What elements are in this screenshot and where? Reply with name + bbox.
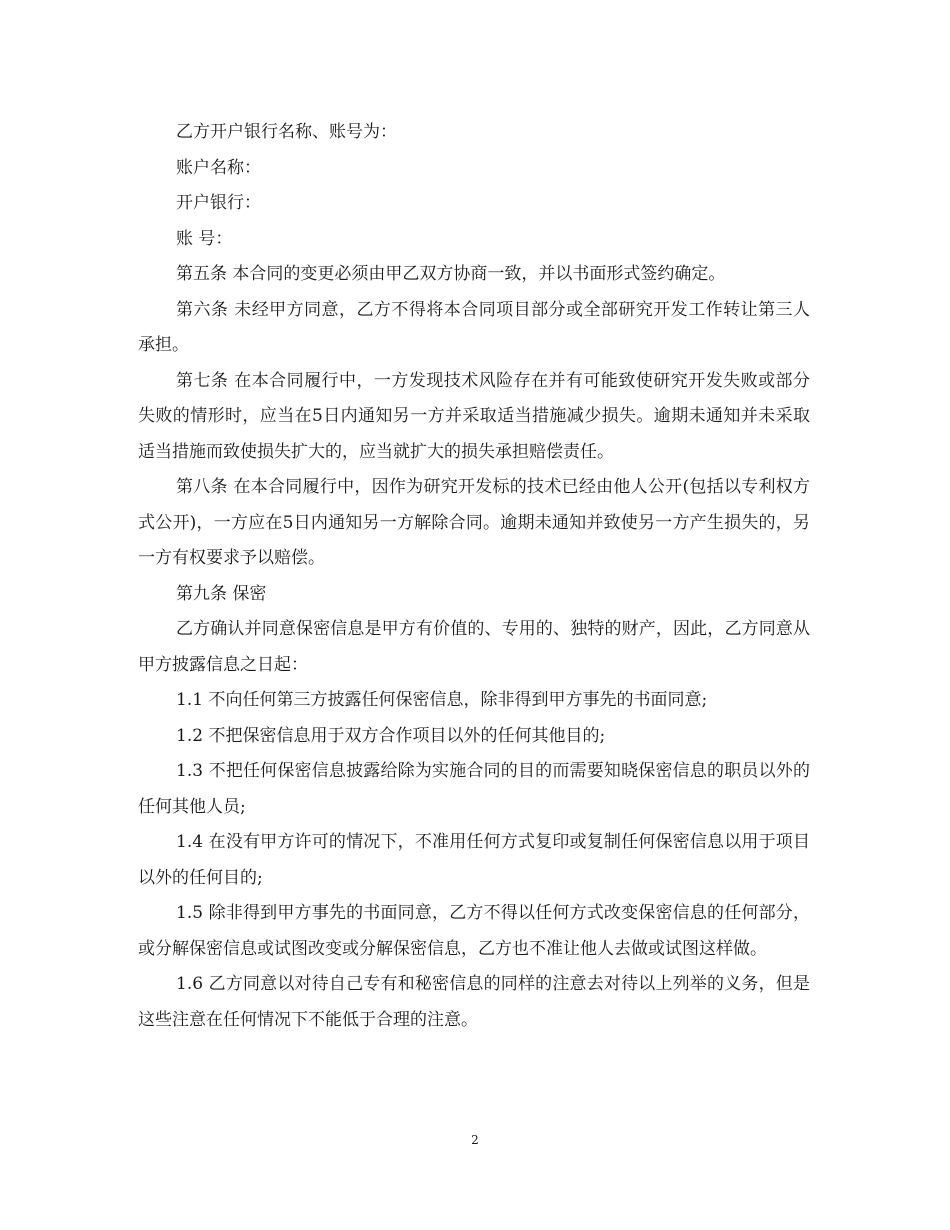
paragraph-bank-info-heading: 乙方开户银行名称、账号为： xyxy=(176,122,397,142)
paragraph-clause-1-2: 1.2 不把保密信息用于双方合作项目以外的任何其他目的; xyxy=(176,725,606,746)
paragraph-clause-1-3: 1.3 不把任何保密信息披露给除为实施合同的目的而需要知晓保密信息的职员以外的任何其他人员; xyxy=(138,761,810,817)
page-number: 2 xyxy=(471,1133,479,1147)
paragraph-article-6: 第六条 未经甲方同意，乙方不得将本合同项目部分或全部研究开发工作转让第三人承担。 xyxy=(138,299,810,355)
paragraph-account-number: 账 号： xyxy=(176,228,233,249)
paragraph-clause-1-5: 1.5 除非得到甲方事先的书面同意，乙方不得以任何方式改变保密信息的任何部分，或分解保密信息或试图改变或分解保密信息，乙方也不准让他人去做或试图这样做。 xyxy=(138,903,810,959)
paragraph-bank-name: 开户银行： xyxy=(176,193,261,213)
document-body xyxy=(138,115,810,1038)
paragraph-article-8: 第八条 在本合同履行中，因作为研究开发标的技术已经由他人公开(包括以专利权方式公开)，一方应在5日内通知另一方解除合同。逾期未通知并致使另一方产生损失的，另一方有权要求予以赔偿。 xyxy=(138,477,810,568)
paragraph-article-9-title: 第九条 保密 xyxy=(176,583,267,604)
paragraph-clause-1-1: 1.1 不向任何第三方披露任何保密信息，除非得到甲方事先的书面同意; xyxy=(176,690,708,710)
paragraph-clause-1-4: 1.4 在没有甲方许可的情况下，不准用任何方式复印或复制任何保密信息以用于项目以外的任何目的; xyxy=(138,832,810,888)
paragraph-clause-1-6: 1.6 乙方同意以对待自己专有和秘密信息的同样的注意去对待以上列举的义务，但是这些注意在任何情况下不能低于合理的注意。 xyxy=(138,974,810,1030)
paragraph-confidentiality-intro: 乙方确认并同意保密信息是甲方有价值的、专用的、独特的财产，因此，乙方同意从甲方披露信息之日起： xyxy=(138,619,810,675)
paragraph-article-5: 第五条 本合同的变更必须由甲乙双方协商一致，并以书面形式签约确定。 xyxy=(176,264,726,284)
paragraph-article-7: 第七条 在本合同履行中，一方发现技术风险存在并有可能致使研究开发失败或部分失败的情形时，应当在5日内通知另一方并采取适当措施减少损失。逾期未通知并未采取适当措施而致使损失扩大的，应当就扩大的损失承担赔偿责任。 xyxy=(138,370,810,462)
paragraph-account-name: 账户名称： xyxy=(176,157,261,178)
